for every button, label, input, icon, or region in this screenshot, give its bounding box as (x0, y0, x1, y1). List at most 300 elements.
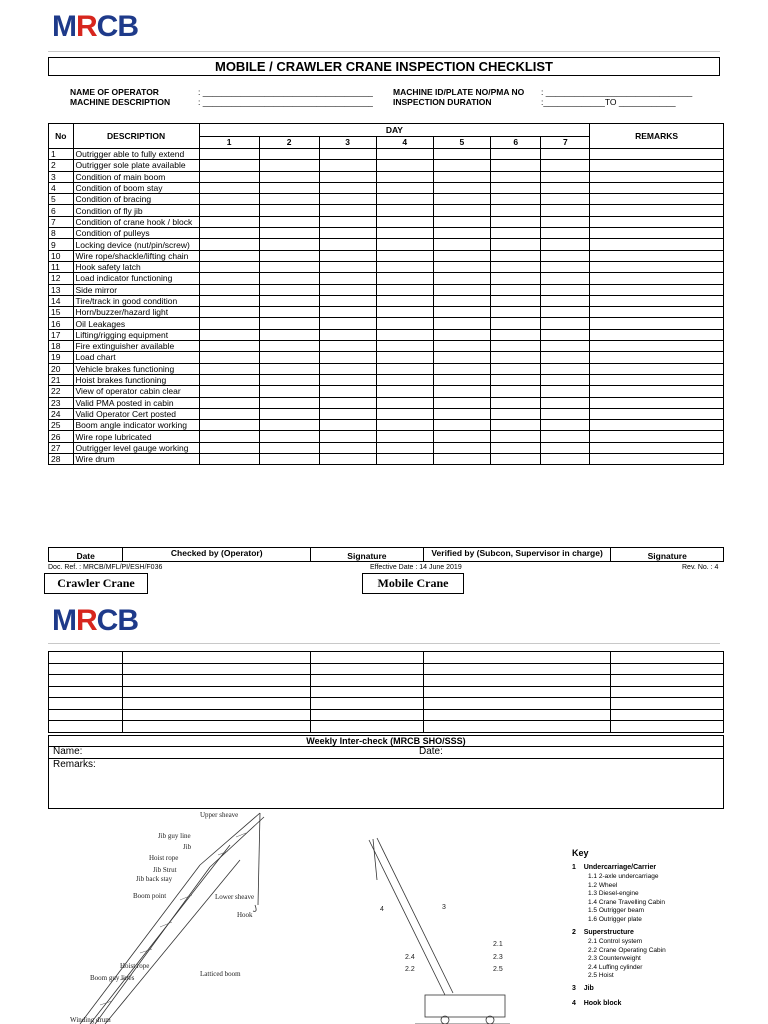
row-description: Valid PMA posted in cabin (73, 397, 199, 408)
day-3-cell[interactable] (319, 149, 376, 160)
day-7-cell[interactable] (541, 307, 590, 318)
day-5-cell[interactable] (433, 408, 490, 419)
day-1-cell[interactable] (199, 194, 259, 205)
day-2-cell[interactable] (259, 442, 319, 453)
day-4-cell[interactable] (376, 363, 433, 374)
day-6-cell[interactable] (490, 160, 541, 171)
day-3-cell[interactable] (319, 442, 376, 453)
day-4-cell[interactable] (376, 216, 433, 227)
day-6-cell[interactable] (490, 420, 541, 431)
day-3-cell[interactable] (319, 454, 376, 465)
day-6-cell[interactable] (490, 205, 541, 216)
day-5-cell[interactable] (433, 182, 490, 193)
signoff-grid-cell[interactable] (123, 675, 311, 687)
day-2-cell[interactable] (259, 420, 319, 431)
day-2-cell[interactable] (259, 284, 319, 295)
row-description: Load chart (73, 352, 199, 363)
duration-field[interactable]: :_____________TO ____________ (541, 97, 676, 107)
day-2-cell[interactable] (259, 295, 319, 306)
remarks-cell[interactable] (590, 374, 724, 385)
day-4-cell[interactable] (376, 352, 433, 363)
day-4-cell[interactable] (376, 397, 433, 408)
day-2-cell[interactable] (259, 239, 319, 250)
operator-label: NAME OF OPERATOR (70, 87, 159, 97)
day-5-cell[interactable] (433, 171, 490, 182)
signoff-grid-cell[interactable] (311, 709, 424, 721)
day-1-cell[interactable] (199, 216, 259, 227)
day-4-cell[interactable] (376, 420, 433, 431)
day-2-cell[interactable] (259, 329, 319, 340)
day-2-cell[interactable] (259, 216, 319, 227)
checklist-row (49, 284, 724, 295)
signoff-grid-cell[interactable] (423, 652, 611, 664)
day-4-cell[interactable] (376, 329, 433, 340)
remarks-cell[interactable] (590, 160, 724, 171)
day-2-cell[interactable] (259, 431, 319, 442)
day-1-cell[interactable] (199, 149, 259, 160)
day-5-cell[interactable] (433, 386, 490, 397)
row-number: 26 (49, 431, 74, 442)
day-2-cell[interactable] (259, 194, 319, 205)
day-3-cell[interactable] (319, 386, 376, 397)
day-5-cell[interactable] (433, 205, 490, 216)
day-4-cell[interactable] (376, 261, 433, 272)
signoff-grid-cell[interactable] (123, 709, 311, 721)
remarks-cell[interactable] (590, 182, 724, 193)
day-2-cell[interactable] (259, 397, 319, 408)
signoff-grid-cell[interactable] (423, 698, 611, 710)
day-6-cell[interactable] (490, 442, 541, 453)
day-6-cell[interactable] (490, 284, 541, 295)
signoff-grid-cell[interactable] (49, 709, 123, 721)
day-4-cell[interactable] (376, 386, 433, 397)
day-4-cell[interactable] (376, 307, 433, 318)
day-2-cell[interactable] (259, 341, 319, 352)
day-3-cell[interactable] (319, 205, 376, 216)
day-4-cell[interactable] (376, 374, 433, 385)
crawler-crane-tag: Crawler Crane (44, 573, 148, 594)
signoff-grid-cell[interactable] (611, 709, 724, 721)
day-2-cell[interactable] (259, 363, 319, 374)
day-2-cell[interactable] (259, 228, 319, 239)
signoff-grid-cell[interactable] (311, 721, 424, 733)
signoff-grid-cell[interactable] (311, 675, 424, 687)
day-5-cell[interactable] (433, 318, 490, 329)
key-group-1-items (588, 873, 665, 924)
day-7-cell[interactable] (541, 454, 590, 465)
day-7-cell[interactable] (541, 341, 590, 352)
day-5-cell[interactable] (433, 160, 490, 171)
day-7-cell[interactable] (541, 160, 590, 171)
remarks-cell[interactable] (590, 397, 724, 408)
day-3-cell[interactable] (319, 216, 376, 227)
mrcb-logo: MRCB (52, 10, 139, 43)
day-7-cell[interactable] (541, 442, 590, 453)
day-3-cell[interactable] (319, 261, 376, 272)
day-6-cell[interactable] (490, 329, 541, 340)
day-4-cell[interactable] (376, 454, 433, 465)
signoff-grid-cell[interactable] (123, 721, 311, 733)
day-7-cell[interactable] (541, 408, 590, 419)
remarks-cell[interactable] (590, 454, 724, 465)
remarks-cell[interactable] (590, 273, 724, 284)
row-description: Wire rope/shackle/lifting chain (73, 250, 199, 261)
day-3-cell[interactable] (319, 194, 376, 205)
day-7-cell[interactable] (541, 273, 590, 284)
remarks-cell[interactable] (590, 284, 724, 295)
key-group-2-items (588, 938, 666, 981)
label-hoist-rope: Hoist rope (149, 854, 179, 862)
remarks-cell[interactable] (590, 205, 724, 216)
day-1-cell[interactable] (199, 261, 259, 272)
signoff-grid-cell[interactable] (423, 675, 611, 687)
day-1-cell[interactable] (199, 160, 259, 171)
remarks-cell[interactable] (590, 341, 724, 352)
signoff-grid-cell[interactable] (49, 652, 123, 664)
day-5-cell[interactable] (433, 397, 490, 408)
day-7-cell[interactable] (541, 295, 590, 306)
day-6-cell[interactable] (490, 228, 541, 239)
day-7-cell[interactable] (541, 194, 590, 205)
signoff-grid-cell[interactable] (423, 663, 611, 675)
checklist-row (49, 228, 724, 239)
remarks-cell[interactable] (590, 363, 724, 374)
signoff-grid-cell[interactable] (49, 721, 123, 733)
day-5-cell[interactable] (433, 374, 490, 385)
day-3-cell[interactable] (319, 318, 376, 329)
day-2-cell[interactable] (259, 171, 319, 182)
day-5-cell[interactable] (433, 273, 490, 284)
day-1-cell[interactable] (199, 341, 259, 352)
day-3-cell[interactable] (319, 228, 376, 239)
row-number: 13 (49, 284, 74, 295)
day-7-cell[interactable] (541, 420, 590, 431)
checklist-body (49, 149, 724, 465)
day-2-cell[interactable] (259, 160, 319, 171)
day-4-cell[interactable] (376, 194, 433, 205)
remarks-cell[interactable] (590, 329, 724, 340)
day-1-cell[interactable] (199, 329, 259, 340)
day-3-cell[interactable] (319, 341, 376, 352)
signoff-grid-cell[interactable] (311, 663, 424, 675)
day-5-cell[interactable] (433, 454, 490, 465)
day-5-cell[interactable] (433, 216, 490, 227)
signoff-grid-cell[interactable] (423, 721, 611, 733)
row-description: Vehicle brakes functioning (73, 363, 199, 374)
day-6-cell[interactable] (490, 352, 541, 363)
day-6-cell[interactable] (490, 239, 541, 250)
signoff-grid-cell[interactable] (49, 663, 123, 675)
day-4-cell[interactable] (376, 171, 433, 182)
day-5-cell[interactable] (433, 431, 490, 442)
day-4-cell[interactable] (376, 431, 433, 442)
row-description: Tire/track in good condition (73, 295, 199, 306)
day-1-cell[interactable] (199, 386, 259, 397)
day-6-cell[interactable] (490, 149, 541, 160)
day-4-cell[interactable] (376, 228, 433, 239)
day-4-cell[interactable] (376, 295, 433, 306)
machine-field[interactable]: : ____________________________________ (198, 97, 373, 107)
day-7-cell[interactable] (541, 205, 590, 216)
day-3-cell[interactable] (319, 284, 376, 295)
remarks-cell[interactable] (590, 261, 724, 272)
signoff-signature-2: Signature (611, 548, 724, 562)
signoff-grid-cell[interactable] (423, 709, 611, 721)
day-3-cell[interactable] (319, 239, 376, 250)
day-1-cell[interactable] (199, 239, 259, 250)
remarks-cell[interactable] (590, 239, 724, 250)
signoff-grid-cell[interactable] (611, 698, 724, 710)
remarks-cell[interactable] (590, 295, 724, 306)
signoff-grid-cell[interactable] (611, 721, 724, 733)
day-7-cell[interactable] (541, 431, 590, 442)
checklist-row (49, 431, 724, 442)
day-7-cell[interactable] (541, 318, 590, 329)
signoff-grid-cell[interactable] (311, 698, 424, 710)
signoff-grid-row (49, 663, 724, 675)
row-number: 4 (49, 182, 74, 193)
day-1-cell[interactable] (199, 182, 259, 193)
day-6-cell[interactable] (490, 307, 541, 318)
day-5-cell[interactable] (433, 228, 490, 239)
day-4-cell[interactable] (376, 408, 433, 419)
day-7-cell[interactable] (541, 397, 590, 408)
row-description: Condition of boom stay (73, 182, 199, 193)
day-1-cell[interactable] (199, 284, 259, 295)
remarks-cell[interactable] (590, 228, 724, 239)
day-2-cell[interactable] (259, 205, 319, 216)
day-1-cell[interactable] (199, 408, 259, 419)
day-1-cell[interactable] (199, 363, 259, 374)
day-4-cell[interactable] (376, 318, 433, 329)
remarks-cell[interactable] (590, 420, 724, 431)
day-1-cell[interactable] (199, 374, 259, 385)
signoff-grid-cell[interactable] (123, 686, 311, 698)
day-2-cell[interactable] (259, 408, 319, 419)
remarks-cell[interactable] (590, 216, 724, 227)
day-2-cell[interactable] (259, 261, 319, 272)
day-2-cell[interactable] (259, 318, 319, 329)
day-6-cell[interactable] (490, 194, 541, 205)
day-5-cell[interactable] (433, 307, 490, 318)
day-6-cell[interactable] (490, 273, 541, 284)
day-1-cell[interactable] (199, 250, 259, 261)
remarks-cell[interactable] (590, 431, 724, 442)
day-5-cell[interactable] (433, 250, 490, 261)
day-3-cell[interactable] (319, 352, 376, 363)
day-1-cell[interactable] (199, 454, 259, 465)
day-4-cell[interactable] (376, 149, 433, 160)
key-item: 2.4 Luffing cylinder (588, 963, 643, 971)
checklist-row (49, 318, 724, 329)
day-7-cell[interactable] (541, 228, 590, 239)
day-4-cell[interactable] (376, 442, 433, 453)
day-3-cell[interactable] (319, 182, 376, 193)
signoff-grid-cell[interactable] (611, 663, 724, 675)
checklist-row (49, 182, 724, 193)
day-1-cell[interactable] (199, 205, 259, 216)
operator-field[interactable]: : ____________________________________ (198, 87, 373, 97)
day-7-cell[interactable] (541, 216, 590, 227)
signoff-grid-cell[interactable] (311, 686, 424, 698)
signoff-grid-cell[interactable] (123, 698, 311, 710)
row-description: Condition of pulleys (73, 228, 199, 239)
remarks-cell[interactable] (590, 149, 724, 160)
day-7-cell[interactable] (541, 374, 590, 385)
day-7-cell[interactable] (541, 363, 590, 374)
label-jib-guy-line: Jib guy line (158, 832, 191, 840)
row-number: 18 (49, 341, 74, 352)
day-1-cell[interactable] (199, 295, 259, 306)
day-5-cell[interactable] (433, 284, 490, 295)
day-3-cell[interactable] (319, 295, 376, 306)
day-3-cell[interactable] (319, 307, 376, 318)
day-4-cell[interactable] (376, 182, 433, 193)
signoff-grid-cell[interactable] (311, 652, 424, 664)
day-6-cell[interactable] (490, 341, 541, 352)
signoff-grid-cell[interactable] (611, 686, 724, 698)
day-2-cell[interactable] (259, 149, 319, 160)
day-3-cell[interactable] (319, 329, 376, 340)
day-7-cell[interactable] (541, 261, 590, 272)
remarks-cell[interactable] (590, 318, 724, 329)
day-5-cell[interactable] (433, 420, 490, 431)
plate-field[interactable]: : _______________________________ (541, 87, 693, 97)
day-7-cell[interactable] (541, 250, 590, 261)
day-4-cell[interactable] (376, 250, 433, 261)
day-7-cell[interactable] (541, 352, 590, 363)
day-2-cell[interactable] (259, 386, 319, 397)
key-item: 1.2 Wheel (588, 881, 618, 889)
day-5-cell[interactable] (433, 261, 490, 272)
day-1-cell[interactable] (199, 431, 259, 442)
day-1-cell[interactable] (199, 171, 259, 182)
signoff-grid-cell[interactable] (123, 663, 311, 675)
remarks-cell[interactable] (590, 386, 724, 397)
day-2-cell[interactable] (259, 307, 319, 318)
day-4-cell[interactable] (376, 205, 433, 216)
day-7-cell[interactable] (541, 171, 590, 182)
day-6-cell[interactable] (490, 408, 541, 419)
day-2-cell[interactable] (259, 182, 319, 193)
day-2-cell[interactable] (259, 352, 319, 363)
day-5-cell[interactable] (433, 442, 490, 453)
remarks-cell[interactable] (590, 171, 724, 182)
day-3-cell[interactable] (319, 160, 376, 171)
remarks-cell[interactable] (590, 307, 724, 318)
label-hook: Hook (237, 911, 253, 919)
day-3-cell[interactable] (319, 431, 376, 442)
day-5-cell[interactable] (433, 149, 490, 160)
day-5-cell[interactable] (433, 363, 490, 374)
day-1-cell[interactable] (199, 307, 259, 318)
day-1-cell[interactable] (199, 228, 259, 239)
day-2-header: 2 (259, 136, 319, 148)
day-3-cell[interactable] (319, 273, 376, 284)
day-2-cell[interactable] (259, 374, 319, 385)
day-2-cell[interactable] (259, 273, 319, 284)
signoff-grid-cell[interactable] (49, 675, 123, 687)
signoff-grid-cell[interactable] (49, 686, 123, 698)
day-6-cell[interactable] (490, 250, 541, 261)
day-7-cell[interactable] (541, 284, 590, 295)
day-4-cell[interactable] (376, 341, 433, 352)
day-3-cell[interactable] (319, 171, 376, 182)
day-5-cell[interactable] (433, 194, 490, 205)
row-number: 10 (49, 250, 74, 261)
remarks-cell[interactable] (590, 194, 724, 205)
day-7-cell[interactable] (541, 386, 590, 397)
day-5-cell[interactable] (433, 295, 490, 306)
day-3-cell[interactable] (319, 363, 376, 374)
day-5-cell[interactable] (433, 341, 490, 352)
signoff-grid-cell[interactable] (611, 675, 724, 687)
day-6-cell[interactable] (490, 431, 541, 442)
day-6-cell[interactable] (490, 216, 541, 227)
signoff-grid-cell[interactable] (49, 698, 123, 710)
day-4-cell[interactable] (376, 273, 433, 284)
day-6-cell[interactable] (490, 386, 541, 397)
label-hoist-rope-2: Hoist rope (120, 962, 150, 970)
day-3-cell[interactable] (319, 397, 376, 408)
day-7-cell[interactable] (541, 149, 590, 160)
day-6-cell[interactable] (490, 397, 541, 408)
day-4-cell[interactable] (376, 160, 433, 171)
day-6-cell[interactable] (490, 363, 541, 374)
day-1-cell[interactable] (199, 318, 259, 329)
remarks-cell[interactable] (590, 250, 724, 261)
signoff-grid-cell[interactable] (123, 652, 311, 664)
day-4-cell[interactable] (376, 239, 433, 250)
day-3-cell[interactable] (319, 420, 376, 431)
signoff-grid-cell[interactable] (611, 652, 724, 664)
row-description: Locking device (nut/pin/screw) (73, 239, 199, 250)
remarks-cell[interactable] (590, 442, 724, 453)
day-5-cell[interactable] (433, 329, 490, 340)
day-2-cell[interactable] (259, 454, 319, 465)
day-5-cell[interactable] (433, 239, 490, 250)
label-jib: Jib (183, 843, 192, 851)
label-lower-sheave: Lower sheave (215, 893, 255, 901)
day-6-cell[interactable] (490, 318, 541, 329)
day-2-cell[interactable] (259, 250, 319, 261)
remarks-cell[interactable] (590, 352, 724, 363)
day-1-cell[interactable] (199, 352, 259, 363)
signoff-grid-cell[interactable] (423, 686, 611, 698)
day-7-cell[interactable] (541, 182, 590, 193)
remarks-cell[interactable] (590, 408, 724, 419)
day-6-cell[interactable] (490, 261, 541, 272)
day-1-cell[interactable] (199, 273, 259, 284)
day-1-cell[interactable] (199, 397, 259, 408)
day-7-cell[interactable] (541, 329, 590, 340)
day-3-cell[interactable] (319, 374, 376, 385)
day-7-cell[interactable] (541, 239, 590, 250)
day-6-cell[interactable] (490, 295, 541, 306)
day-6-cell[interactable] (490, 374, 541, 385)
day-3-cell[interactable] (319, 250, 376, 261)
day-1-cell[interactable] (199, 420, 259, 431)
day-6-cell[interactable] (490, 454, 541, 465)
day-6-cell[interactable] (490, 171, 541, 182)
day-1-cell[interactable] (199, 442, 259, 453)
day-4-cell[interactable] (376, 284, 433, 295)
day-5-cell[interactable] (433, 352, 490, 363)
day-6-cell[interactable] (490, 182, 541, 193)
col-day-header: DAY (199, 124, 589, 137)
day-3-cell[interactable] (319, 408, 376, 419)
label-jib-strut: Jib Strut (153, 866, 177, 874)
